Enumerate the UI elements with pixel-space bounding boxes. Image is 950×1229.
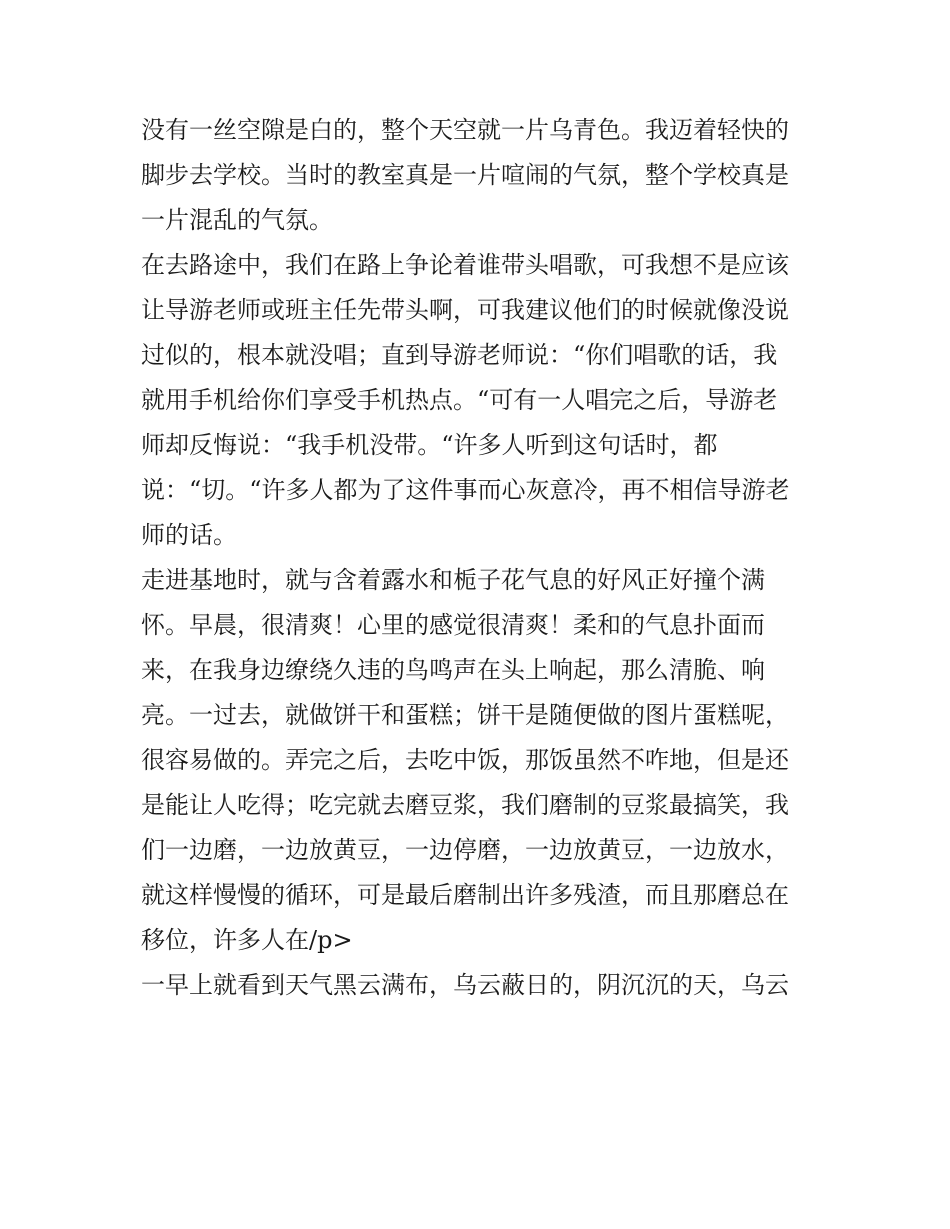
text-line: 是能让人吃得；吃完就去磨豆浆，我们磨制的豆浆最搞笑，我 [141,791,789,819]
text-line: 移位，许多人在/p> [141,926,353,954]
text-line: 亮。一过去，就做饼干和蛋糕；饼干是随便做的图片蛋糕呢， [141,701,789,729]
text-line: 走进基地时，就与含着露水和栀子花气息的好风正好撞个满 [141,566,765,594]
text-line: 很容易做的。弄完之后，去吃中饭，那饭虽然不咋地，但是还 [141,746,789,774]
text-line: 就这样慢慢的循环，可是最后磨制出许多残渣，而且那磨总在 [141,881,789,909]
document-body [141,108,821,1008]
text-line: 说：“切。“许多人都为了这件事而心灰意冷，再不相信导游老 [141,476,790,504]
text-line: 在去路途中，我们在路上争论着谁带头唱歌，可我想不是应该 [141,251,789,279]
text-line: 就用手机给你们享受手机热点。“可有一人唱完之后，导游老 [141,386,778,414]
text-line: 脚步去学校。当时的教室真是一片喧闹的气氛，整个学校真是 [141,161,789,189]
text-line: 没有一丝空隙是白的，整个天空就一片乌青色。我迈着轻快的 [141,116,789,144]
text-line: 让导游老师或班主任先带头啊，可我建议他们的时候就像没说 [141,296,789,324]
text-line: 师的话。 [141,521,237,549]
text-line: 来，在我身边缭绕久违的鸟鸣声在头上响起，那么清脆、响 [141,656,765,684]
text-line: 师却反悔说：“我手机没带。“许多人听到这句话时，都 [141,431,718,459]
text-line: 们一边磨，一边放黄豆，一边停磨，一边放黄豆，一边放水， [141,836,789,864]
text-line: 怀。早晨，很清爽！心里的感觉很清爽！柔和的气息扑面而 [141,611,765,639]
text-line: 一早上就看到天气黑云满布，乌云蔽日的，阴沉沉的天，乌云 [141,971,789,999]
text-line: 一片混乱的气氛。 [141,206,333,234]
text-line: 过似的，根本就没唱；直到导游老师说：“你们唱歌的话，我 [141,341,778,369]
